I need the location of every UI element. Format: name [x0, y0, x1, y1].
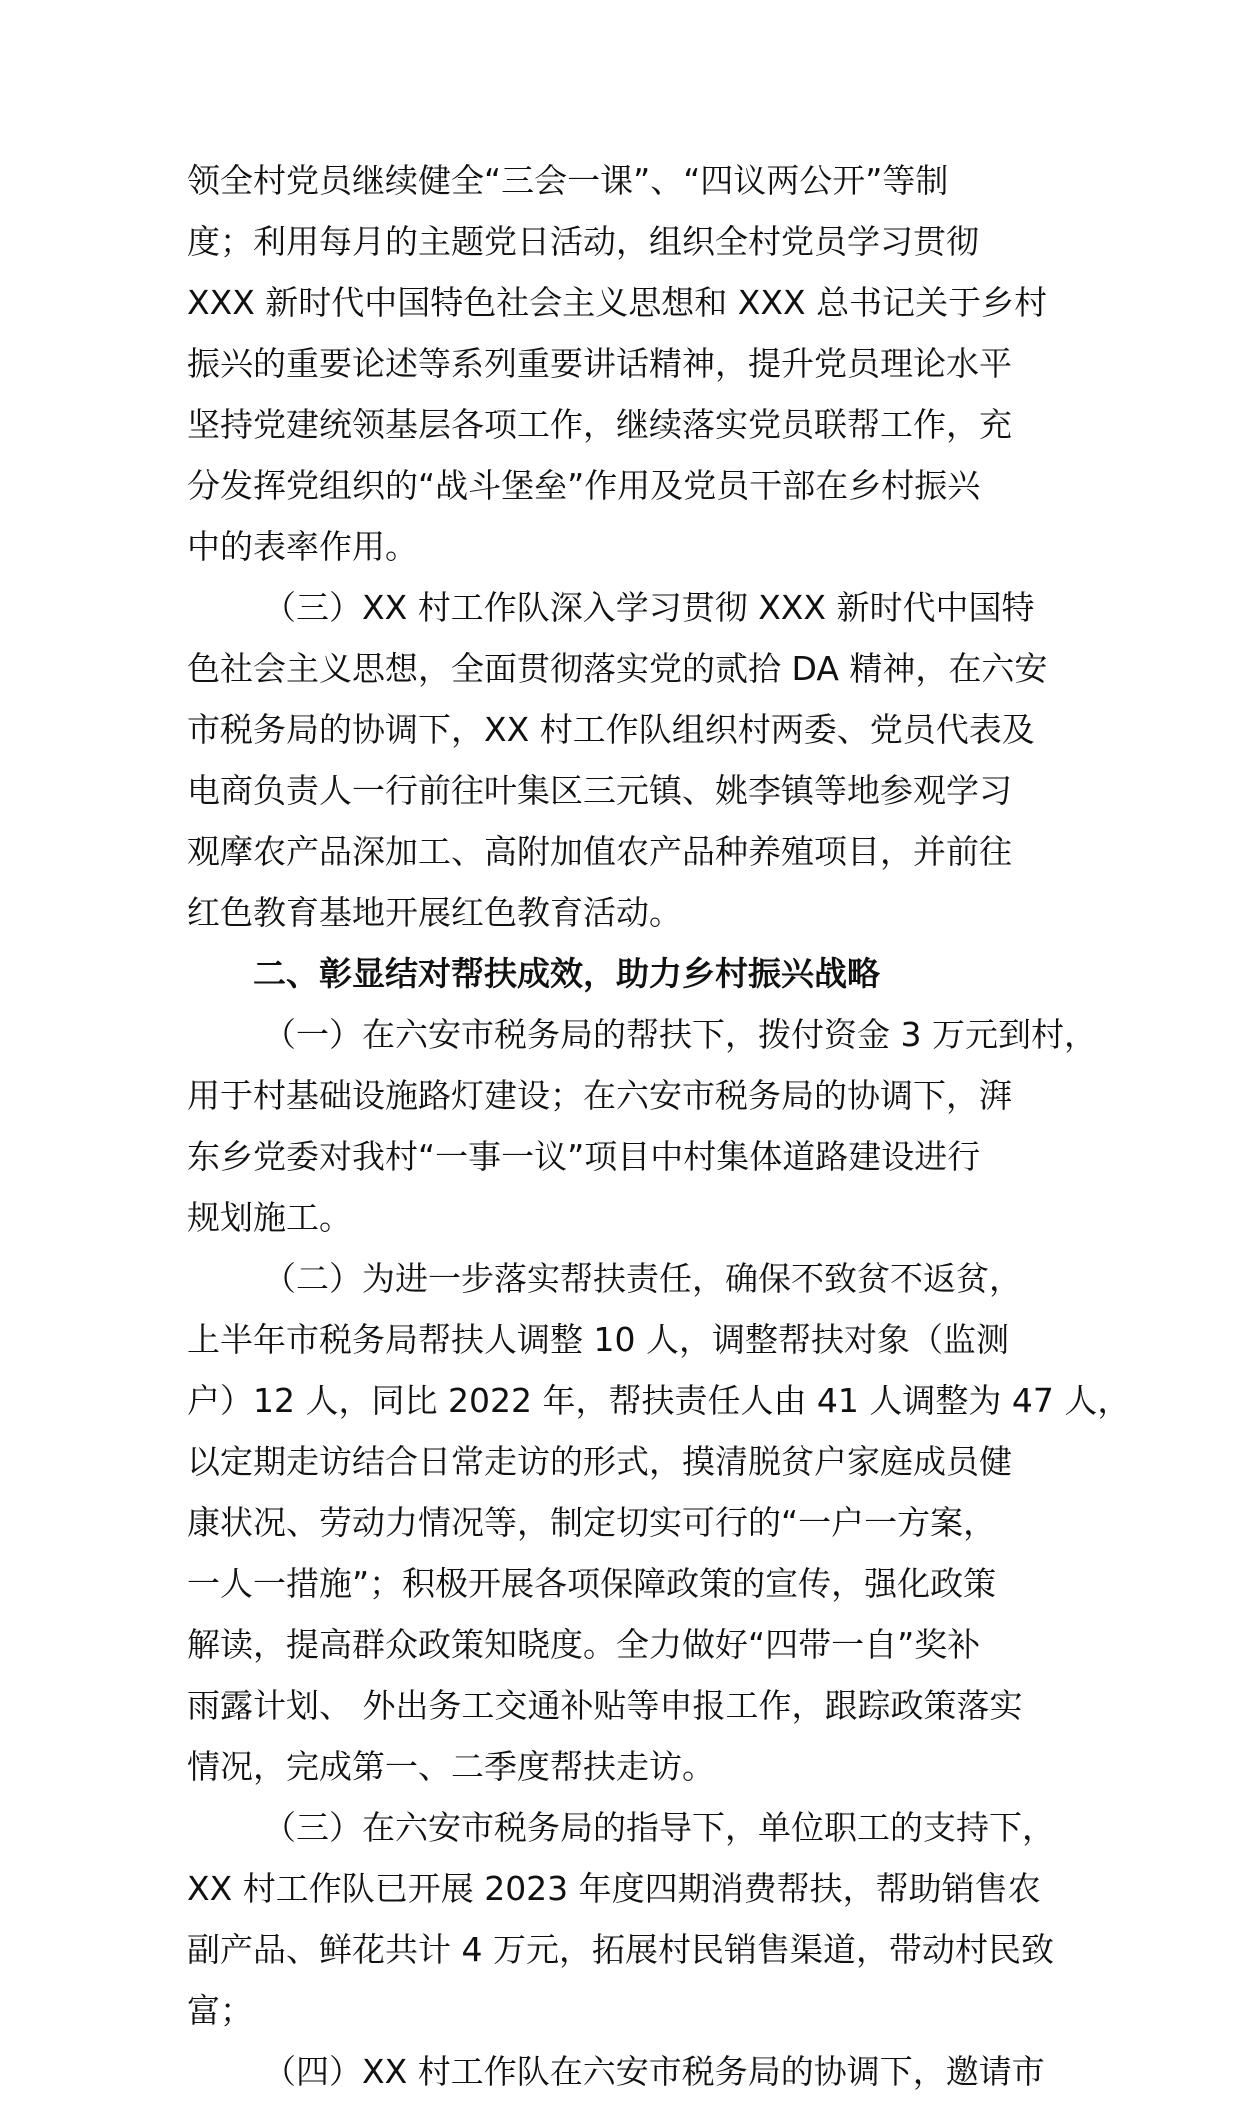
text-line: 副产品、鲜花共计 4 万元，拓展村民销售渠道，带动村民致 [187, 1930, 1054, 1969]
text-line: 东乡党委对我村“一事一议”项目中村集体道路建设进行 [187, 1137, 981, 1176]
text-line: 用于村基础设施路灯建设；在六安市税务局的协调下，湃 [187, 1076, 1012, 1115]
text-line: 电商负责人一行前往叶集区三元镇、姚李镇等地参观学习 [187, 771, 1012, 810]
paragraph-start-line: （三）在六安市税务局的指导下，单位职工的支持下， [263, 1808, 1055, 1847]
text-line: 领全村党员继续健全“三会一课”、“四议两公开”等制 [187, 161, 949, 200]
text-line: 观摩农产品深加工、高附加值农产品种养殖项目，并前往 [187, 832, 1012, 871]
paragraph-start-line: （二）为进一步落实帮扶责任，确保不致贫不返贫， [263, 1259, 1022, 1298]
text-line: 上半年市税务局帮扶人调整 10 人，调整帮扶对象（监测 [187, 1320, 1009, 1359]
text-line: 户）12 人，同比 2022 年，帮扶责任人由 41 人调整为 47 人， [187, 1381, 1131, 1420]
text-line: 坚持党建统领基层各项工作，继续落实党员联帮工作，充 [187, 405, 1012, 444]
text-line: 度；利用每月的主题党日活动，组织全村党员学习贯彻 [187, 222, 979, 261]
section-heading: 二、彰显结对帮扶成效，助力乡村振兴战略 [253, 954, 880, 993]
text-line: 规划施工。 [187, 1198, 352, 1237]
text-line: 雨露计划、 外出务工交通补贴等申报工作，跟踪政策落实 [187, 1686, 1023, 1725]
text-line: XXX 新时代中国特色社会主义思想和 XXX 总书记关于乡村 [187, 283, 1048, 322]
text-line: 色社会主义思想，全面贯彻落实党的贰拾 DA 精神，在六安 [187, 649, 1048, 688]
paragraph-start-line: （三）XX 村工作队深入学习贯彻 XXX 新时代中国特 [263, 588, 1035, 627]
text-line: 中的表率作用。 [187, 527, 418, 566]
text-line: 振兴的重要论述等系列重要讲话精神，提升党员理论水平 [187, 344, 1012, 383]
text-line: XX 村工作队已开展 2023 年度四期消费帮扶，帮助销售农 [187, 1869, 1041, 1908]
text-line: 一人一措施”；积极开展各项保障政策的宣传，强化政策 [187, 1564, 997, 1603]
text-line: 情况，完成第一、二季度帮扶走访。 [187, 1747, 715, 1786]
paragraph-start-line: （一）在六安市税务局的帮扶下，拨付资金 3 万元到村， [263, 1015, 1097, 1054]
text-line: 红色教育基地开展红色教育活动。 [187, 893, 682, 932]
text-line: 分发挥党组织的“战斗堡垒”作用及党员干部在乡村振兴 [187, 466, 981, 505]
paragraph-start-line: （四）XX 村工作队在六安市税务局的协调下，邀请市 [263, 2052, 1045, 2091]
text-line: 富； [187, 1991, 253, 2030]
text-line: 解读，提高群众政策知晓度。全力做好“四带一自”奖补 [187, 1625, 981, 1664]
text-line: 以定期走访结合日常走访的形式，摸清脱贫户家庭成员健 [187, 1442, 1012, 1481]
text-line: 市税务局的协调下，XX 村工作队组织村两委、党员代表及 [187, 710, 1035, 749]
text-line: 康状况、劳动力情况等，制定切实可行的“一户一方案， [187, 1503, 997, 1542]
document-body [187, 150, 1131, 2102]
